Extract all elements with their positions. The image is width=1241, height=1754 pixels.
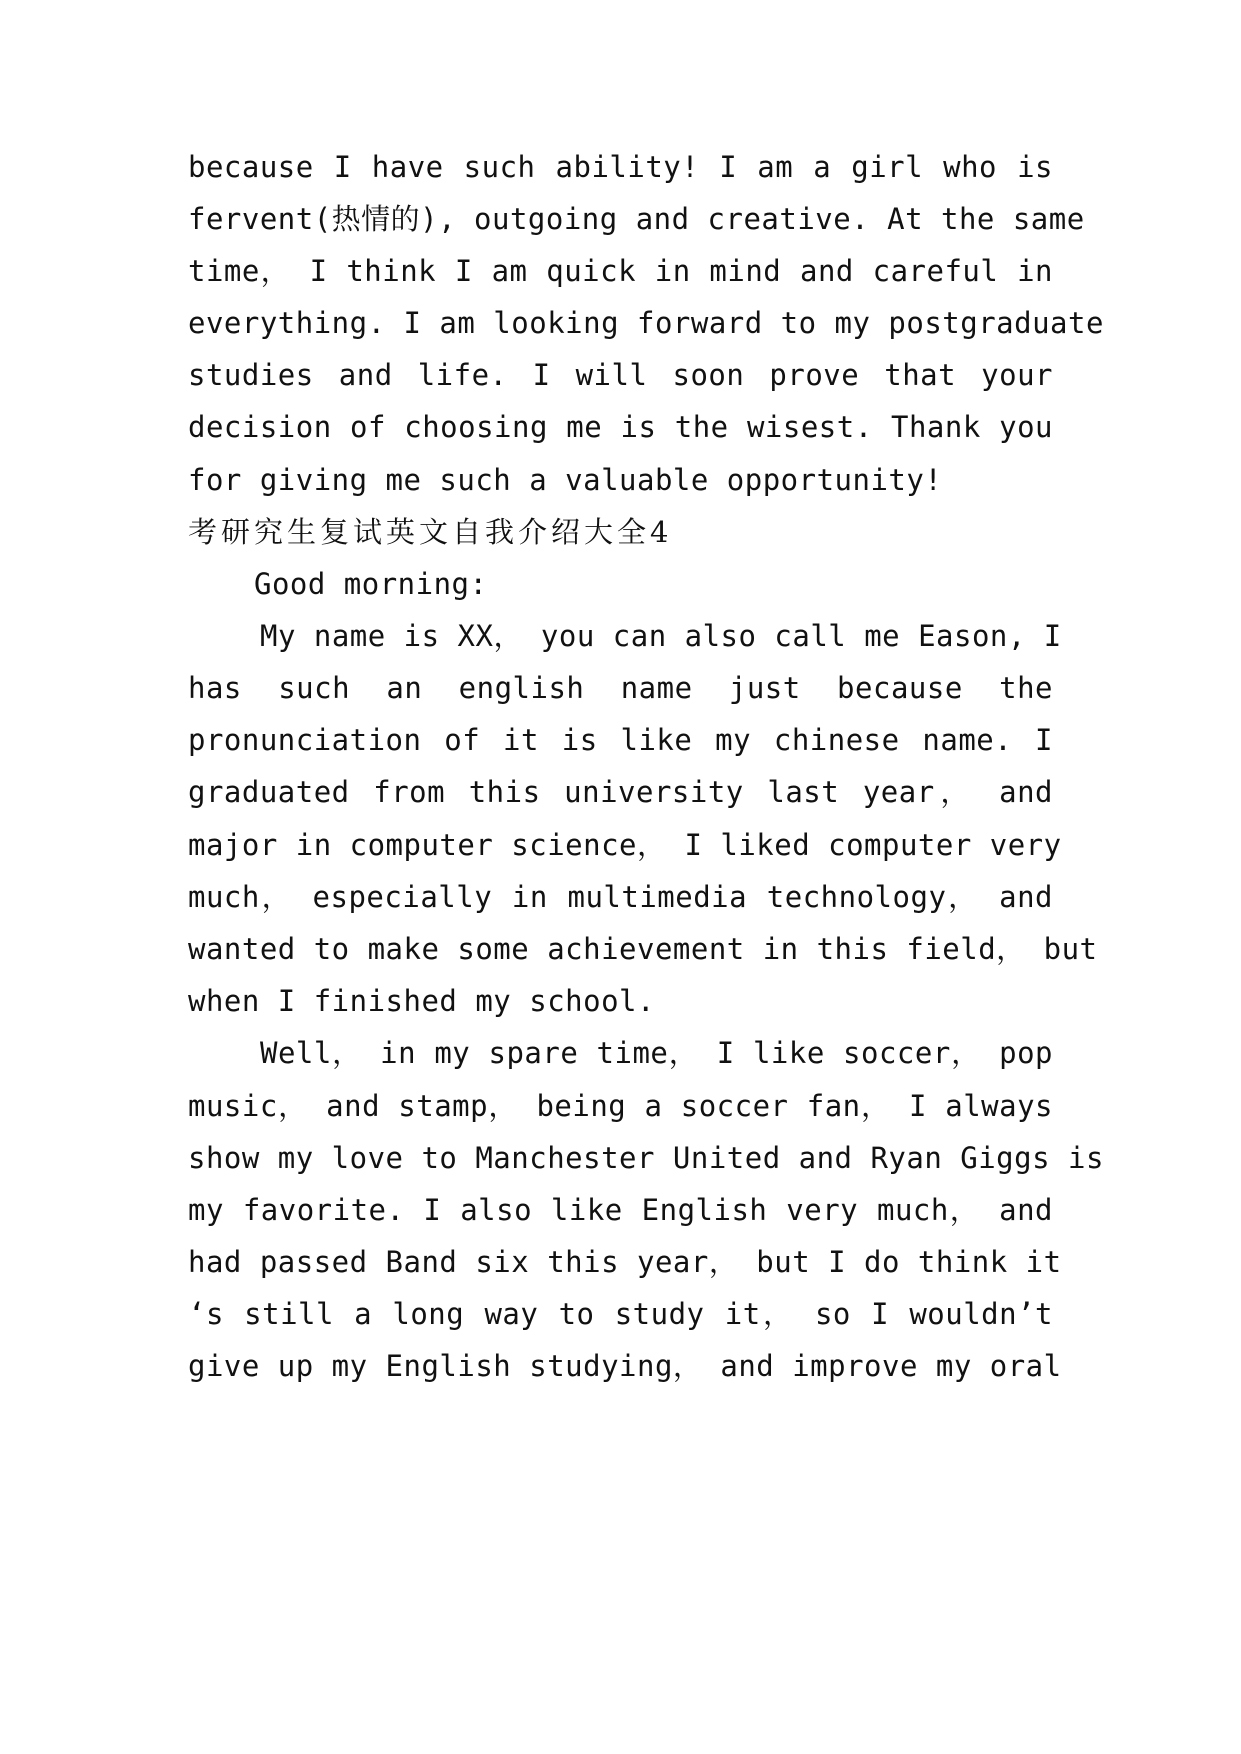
text-line: fervent(热情的), outgoing and creative. At the same <box>188 202 1085 236</box>
text-line: had passed Band six this year， but I do think it <box>188 1245 1062 1279</box>
text-line: give up my English studying， and improve my oral <box>188 1349 1062 1383</box>
text-line: pronunciation of it is like my chinese name. I <box>188 723 1053 757</box>
greeting: Good morning: <box>254 567 488 601</box>
text-line: because I have such ability! I am a girl who is <box>188 150 1053 184</box>
text-line: decision of choosing me is the wisest. Thank you <box>188 410 1053 444</box>
text-line: for giving me such a valuable opportunity! <box>188 463 943 497</box>
text-line: graduated from this university last year， and <box>188 775 1053 809</box>
text-line: studies and life. I will soon prove that your <box>188 358 1053 392</box>
text-line: has such an english name just because the <box>188 671 1053 705</box>
text-line: major in computer science， I liked computer very <box>188 828 1062 862</box>
section-heading: 考研究生复试英文自我介绍大全4 <box>188 515 673 549</box>
text-line: everything. I am looking forward to my postgraduate <box>188 306 1104 340</box>
text-line: my favorite. I also like English very much， and <box>188 1193 1053 1227</box>
text-line: show my love to Manchester United and Ryan Giggs is <box>188 1141 1104 1175</box>
text-line: My name is XX， you can also call me Eason, I <box>260 619 1062 653</box>
text-line: wanted to make some achievement in this field， but <box>188 932 1098 966</box>
text-line: ‘s still a long way to study it， so I wouldn’t <box>188 1297 1053 1331</box>
text-line: music， and stamp， being a soccer fan， I always <box>188 1089 1053 1123</box>
text-line: Well， in my spare time， I like soccer， pop <box>260 1036 1053 1070</box>
text-line: when I finished my school. <box>188 984 655 1018</box>
text-line: time， I think I am quick in mind and careful in <box>188 254 1053 288</box>
text-line: much， especially in multimedia technology， and <box>188 880 1053 914</box>
